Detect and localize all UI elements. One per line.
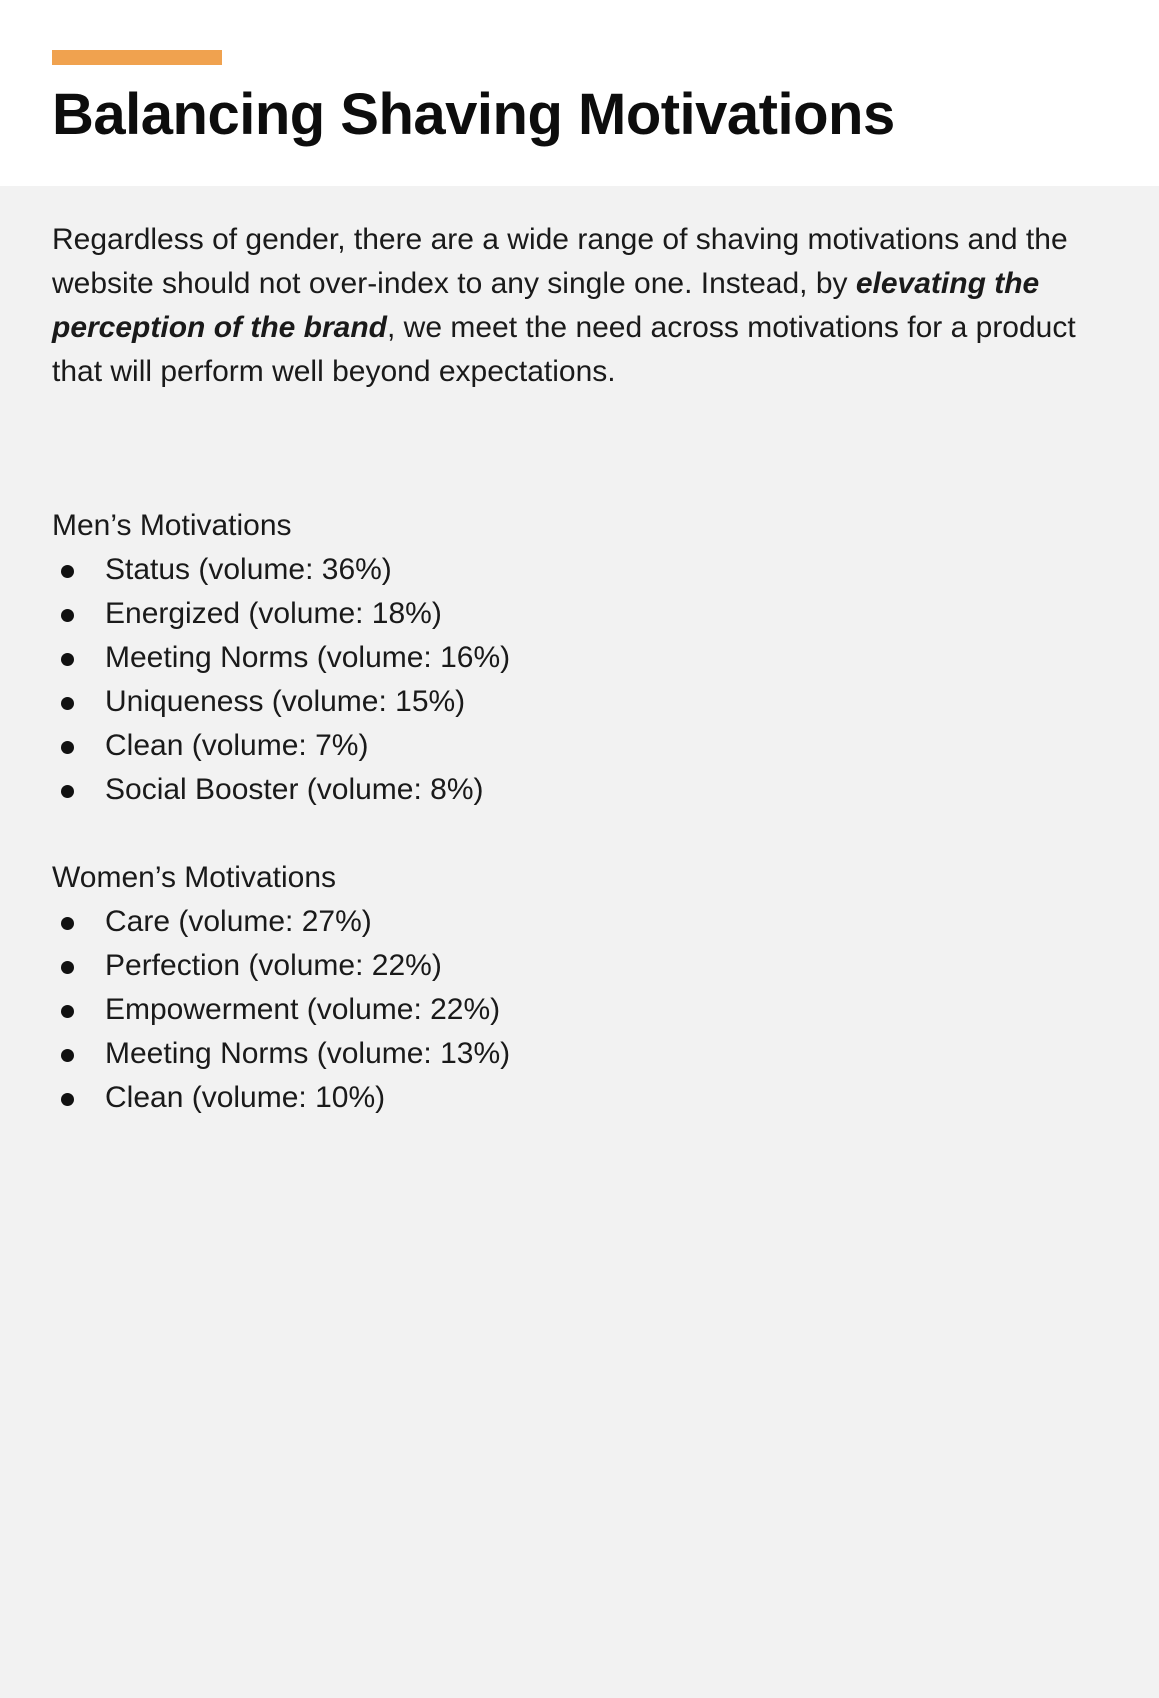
- bullet-icon: [61, 1049, 74, 1062]
- list-item: [52, 944, 1107, 988]
- mens-motivations-heading: Men’s Motivations: [52, 509, 292, 542]
- bullet-icon: [61, 1005, 74, 1018]
- accent-bar: [52, 50, 222, 65]
- bullet-icon: [61, 961, 74, 974]
- intro-text-part2: , we meet the need across motivations for a product that will perform well beyond expectations.: [52, 311, 1076, 388]
- intro-emphasis: elevating the perception of the brand: [52, 267, 1040, 344]
- page-title: Balancing Shaving Motivations: [52, 82, 895, 147]
- bullet-icon: [61, 609, 74, 622]
- list-item: [52, 724, 1107, 768]
- bullet-icon: [61, 565, 74, 578]
- list-item-label: Social Booster (volume: 8%): [105, 773, 484, 806]
- list-item: [52, 900, 1107, 944]
- list-item-label: Uniqueness (volume: 15%): [105, 685, 466, 718]
- list-item: [52, 988, 1107, 1032]
- list-item-label: Energized (volume: 18%): [105, 597, 442, 630]
- list-item: [52, 768, 1107, 812]
- bullet-icon: [61, 917, 74, 930]
- bullet-icon: [61, 653, 74, 666]
- mens-motivations-section: [52, 504, 1107, 812]
- list-item-label: Clean (volume: 10%): [105, 1081, 386, 1114]
- list-item-label: Meeting Norms (volume: 16%): [105, 641, 511, 674]
- list-item-label: Meeting Norms (volume: 13%): [105, 1037, 511, 1070]
- list-item: [52, 680, 1107, 724]
- list-item: [52, 592, 1107, 636]
- list-item: [52, 1076, 1107, 1120]
- main-content: [0, 186, 1159, 1120]
- womens-motivations-section: [52, 856, 1107, 1120]
- intro-text-part1: Regardless of gender, there are a wide range of shaving motivations and the website should not over-index to any single one. Instead, by: [52, 223, 1068, 300]
- bullet-icon: [61, 785, 74, 798]
- bullet-icon: [61, 1093, 74, 1106]
- bullet-icon: [61, 741, 74, 754]
- list-item-label: Status (volume: 36%): [105, 553, 392, 586]
- list-item: [52, 1032, 1107, 1076]
- womens-motivations-list: [52, 900, 1107, 1120]
- mens-motivations-list: [52, 548, 1107, 812]
- intro-paragraph: [52, 218, 1112, 394]
- bullet-icon: [61, 697, 74, 710]
- list-item-label: Care (volume: 27%): [105, 905, 372, 938]
- list-item-label: Perfection (volume: 22%): [105, 949, 442, 982]
- list-item-label: Empowerment (volume: 22%): [105, 993, 501, 1026]
- list-item: [52, 636, 1107, 680]
- womens-motivations-heading: Women’s Motivations: [52, 861, 337, 894]
- list-item-label: Clean (volume: 7%): [105, 729, 369, 762]
- page-header: [0, 0, 1159, 186]
- list-item: [52, 548, 1107, 592]
